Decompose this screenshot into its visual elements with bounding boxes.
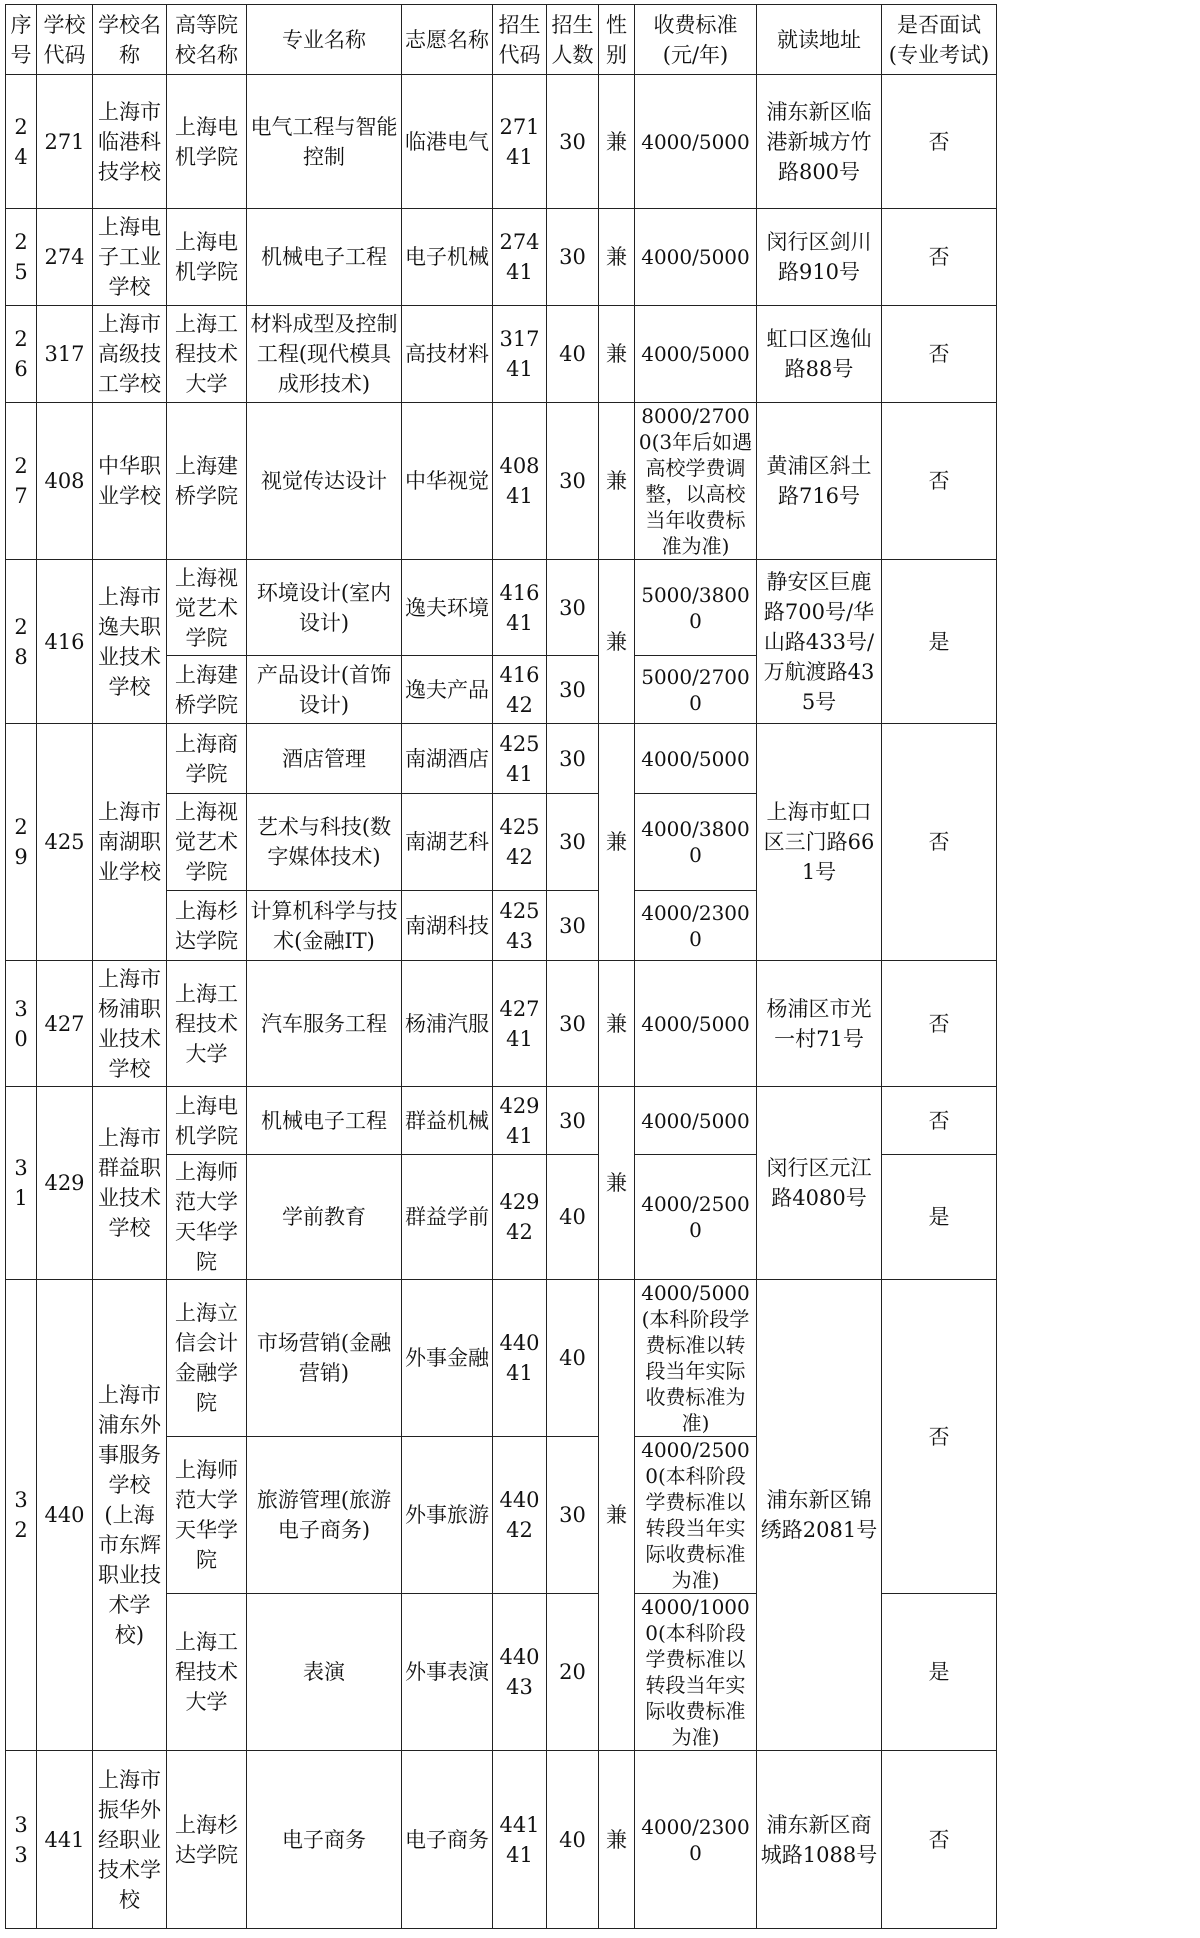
- seq-cell: 24: [6, 75, 37, 209]
- table-row: [6, 306, 997, 403]
- major-cell: 机械电子工程: [247, 209, 402, 306]
- fee-cell: 4000/25000(本科阶段学费标准以转段当年实际收费标准为准): [635, 1437, 757, 1594]
- major-cell: 电气工程与智能控制: [247, 75, 402, 209]
- interview-cell: 否: [882, 724, 997, 961]
- header-school-name: 学校名称: [93, 5, 167, 75]
- fee-cell: 5000/27000: [635, 656, 757, 724]
- address-cell: 闵行区剑川路910号: [757, 209, 882, 306]
- college-cell: 上海建桥学院: [167, 403, 247, 560]
- fee-cell: 4000/5000: [635, 209, 757, 306]
- seq-cell: 30: [6, 961, 37, 1087]
- college-cell: 上海工程技术大学: [167, 1594, 247, 1751]
- address-cell: 上海市虹口区三门路661号: [757, 724, 882, 961]
- major-cell: 艺术与科技(数字媒体技术): [247, 794, 402, 891]
- address-cell: 闵行区元江路4080号: [757, 1087, 882, 1280]
- enroll-code-cell: 41641: [493, 560, 547, 656]
- address-cell: 杨浦区市光一村71号: [757, 961, 882, 1087]
- major-cell: 旅游管理(旅游电子商务): [247, 1437, 402, 1594]
- wish-cell: 群益机械: [402, 1087, 493, 1155]
- major-cell: 表演: [247, 1594, 402, 1751]
- seq-cell: 33: [6, 1751, 37, 1929]
- gender-cell: 兼: [599, 209, 635, 306]
- gender-cell: 兼: [599, 75, 635, 209]
- address-cell: 浦东新区商城路1088号: [757, 1751, 882, 1929]
- wish-cell: 外事金融: [402, 1280, 493, 1437]
- fee-cell: 4000/5000: [635, 75, 757, 209]
- enroll-code-cell: 42942: [493, 1155, 547, 1280]
- enroll-code-cell: 27141: [493, 75, 547, 209]
- college-cell: 上海视觉艺术学院: [167, 794, 247, 891]
- enroll-code-cell: 40841: [493, 403, 547, 560]
- table-row: [6, 1087, 997, 1155]
- wish-cell: 外事旅游: [402, 1437, 493, 1594]
- table-row: [6, 1280, 997, 1437]
- school-name-cell: 上海市群益职业技术学校: [93, 1087, 167, 1280]
- header-seq: 序号: [6, 5, 37, 75]
- college-cell: 上海建桥学院: [167, 656, 247, 724]
- school-name-cell: 上海市浦东外事服务学校(上海市东辉职业技术学校): [93, 1280, 167, 1751]
- college-cell: 上海杉达学院: [167, 1751, 247, 1929]
- school-code-cell: 441: [37, 1751, 93, 1929]
- college-cell: 上海工程技术大学: [167, 961, 247, 1087]
- header-enroll-code: 招生代码: [493, 5, 547, 75]
- wish-cell: 逸夫环境: [402, 560, 493, 656]
- wish-cell: 逸夫产品: [402, 656, 493, 724]
- school-code-cell: 317: [37, 306, 93, 403]
- school-name-cell: 上海市杨浦职业技术学校: [93, 961, 167, 1087]
- fee-cell: 8000/27000(3年后如遇高校学费调整，以高校当年收费标准为准): [635, 403, 757, 560]
- major-cell: 机械电子工程: [247, 1087, 402, 1155]
- school-code-cell: 425: [37, 724, 93, 961]
- enroll-code-cell: 44043: [493, 1594, 547, 1751]
- college-cell: 上海电机学院: [167, 209, 247, 306]
- fee-cell: 4000/38000: [635, 794, 757, 891]
- enroll-count-cell: 30: [547, 724, 599, 794]
- address-cell: 虹口区逸仙路88号: [757, 306, 882, 403]
- major-cell: 学前教育: [247, 1155, 402, 1280]
- major-cell: 电子商务: [247, 1751, 402, 1929]
- school-name-cell: 上海电子工业学校: [93, 209, 167, 306]
- interview-cell: 否: [882, 306, 997, 403]
- gender-cell: 兼: [599, 1751, 635, 1929]
- school-name-cell: 中华职业学校: [93, 403, 167, 560]
- enroll-count-cell: 30: [547, 1087, 599, 1155]
- gender-cell: 兼: [599, 1087, 635, 1280]
- interview-cell: 否: [882, 209, 997, 306]
- fee-cell: 4000/25000: [635, 1155, 757, 1280]
- table-row: [6, 403, 997, 560]
- enroll-count-cell: 30: [547, 961, 599, 1087]
- major-cell: 市场营销(金融营销): [247, 1280, 402, 1437]
- enroll-count-cell: 30: [547, 1437, 599, 1594]
- header-school-code: 学校代码: [37, 5, 93, 75]
- seq-cell: 27: [6, 403, 37, 560]
- school-name-cell: 上海市南湖职业学校: [93, 724, 167, 961]
- college-cell: 上海立信会计金融学院: [167, 1280, 247, 1437]
- fee-cell: 4000/5000(本科阶段学费标准以转段当年实际收费标准为准): [635, 1280, 757, 1437]
- enroll-count-cell: 40: [547, 1155, 599, 1280]
- gender-cell: 兼: [599, 560, 635, 724]
- interview-cell: 否: [882, 1087, 997, 1155]
- seq-cell: 26: [6, 306, 37, 403]
- admissions-table: [5, 4, 997, 1929]
- school-code-cell: 427: [37, 961, 93, 1087]
- admissions-table-page: [5, 4, 997, 1929]
- major-cell: 材料成型及控制工程(现代模具成形技术): [247, 306, 402, 403]
- enroll-count-cell: 40: [547, 306, 599, 403]
- gender-cell: 兼: [599, 306, 635, 403]
- enroll-count-cell: 30: [547, 75, 599, 209]
- seq-cell: 29: [6, 724, 37, 961]
- address-cell: 浦东新区临港新城方竹路800号: [757, 75, 882, 209]
- wish-cell: 临港电气: [402, 75, 493, 209]
- enroll-count-cell: 30: [547, 403, 599, 560]
- college-cell: 上海工程技术大学: [167, 306, 247, 403]
- enroll-count-cell: 40: [547, 1751, 599, 1929]
- enroll-code-cell: 42543: [493, 891, 547, 961]
- enroll-count-cell: 20: [547, 1594, 599, 1751]
- interview-cell: 否: [882, 961, 997, 1087]
- fee-cell: 4000/5000: [635, 1087, 757, 1155]
- interview-cell: 是: [882, 1594, 997, 1751]
- header-enroll-count: 招生人数: [547, 5, 599, 75]
- seq-cell: 31: [6, 1087, 37, 1280]
- fee-cell: 4000/5000: [635, 961, 757, 1087]
- fee-cell: 4000/23000: [635, 1751, 757, 1929]
- enroll-count-cell: 30: [547, 560, 599, 656]
- school-code-cell: 440: [37, 1280, 93, 1751]
- wish-cell: 外事表演: [402, 1594, 493, 1751]
- enroll-code-cell: 42741: [493, 961, 547, 1087]
- major-cell: 产品设计(首饰设计): [247, 656, 402, 724]
- gender-cell: 兼: [599, 724, 635, 961]
- header-gender: 性别: [599, 5, 635, 75]
- college-cell: 上海商学院: [167, 724, 247, 794]
- table-row: [6, 560, 997, 656]
- fee-cell: 4000/10000(本科阶段学费标准以转段当年实际收费标准为准): [635, 1594, 757, 1751]
- wish-cell: 高技材料: [402, 306, 493, 403]
- enroll-code-cell: 42941: [493, 1087, 547, 1155]
- header-interview: 是否面试(专业考试): [882, 5, 997, 75]
- college-cell: 上海电机学院: [167, 75, 247, 209]
- college-cell: 上海师范大学天华学院: [167, 1437, 247, 1594]
- college-cell: 上海杉达学院: [167, 891, 247, 961]
- school-code-cell: 408: [37, 403, 93, 560]
- enroll-count-cell: 30: [547, 891, 599, 961]
- wish-cell: 南湖酒店: [402, 724, 493, 794]
- table-row: [6, 724, 997, 794]
- enroll-code-cell: 44042: [493, 1437, 547, 1594]
- enroll-count-cell: 30: [547, 794, 599, 891]
- seq-cell: 32: [6, 1280, 37, 1751]
- address-cell: 黄浦区斜土路716号: [757, 403, 882, 560]
- address-cell: 静安区巨鹿路700号/华山路433号/万航渡路435号: [757, 560, 882, 724]
- seq-cell: 25: [6, 209, 37, 306]
- wish-cell: 南湖科技: [402, 891, 493, 961]
- enroll-code-cell: 42542: [493, 794, 547, 891]
- table-row: [6, 209, 997, 306]
- wish-cell: 杨浦汽服: [402, 961, 493, 1087]
- wish-cell: 南湖艺科: [402, 794, 493, 891]
- school-name-cell: 上海市逸夫职业技术学校: [93, 560, 167, 724]
- interview-cell: 是: [882, 1155, 997, 1280]
- interview-cell: 是: [882, 560, 997, 724]
- enroll-count-cell: 30: [547, 656, 599, 724]
- wish-cell: 电子商务: [402, 1751, 493, 1929]
- college-cell: 上海视觉艺术学院: [167, 560, 247, 656]
- enroll-code-cell: 31741: [493, 306, 547, 403]
- enroll-code-cell: 44041: [493, 1280, 547, 1437]
- major-cell: 汽车服务工程: [247, 961, 402, 1087]
- interview-cell: 否: [882, 75, 997, 209]
- school-code-cell: 429: [37, 1087, 93, 1280]
- school-name-cell: 上海市振华外经职业技术学校: [93, 1751, 167, 1929]
- gender-cell: 兼: [599, 403, 635, 560]
- enroll-count-cell: 30: [547, 209, 599, 306]
- school-code-cell: 416: [37, 560, 93, 724]
- fee-cell: 4000/5000: [635, 724, 757, 794]
- gender-cell: 兼: [599, 961, 635, 1087]
- enroll-code-cell: 41642: [493, 656, 547, 724]
- school-code-cell: 274: [37, 209, 93, 306]
- college-cell: 上海电机学院: [167, 1087, 247, 1155]
- school-name-cell: 上海市临港科技学校: [93, 75, 167, 209]
- major-cell: 酒店管理: [247, 724, 402, 794]
- table-row: [6, 75, 997, 209]
- major-cell: 环境设计(室内设计): [247, 560, 402, 656]
- seq-cell: 28: [6, 560, 37, 724]
- table-row: [6, 1751, 997, 1929]
- header-row: [6, 5, 997, 75]
- college-cell: 上海师范大学天华学院: [167, 1155, 247, 1280]
- wish-cell: 群益学前: [402, 1155, 493, 1280]
- header-wish: 志愿名称: [402, 5, 493, 75]
- interview-cell: 否: [882, 1751, 997, 1929]
- header-fee: 收费标准(元/年): [635, 5, 757, 75]
- enroll-code-cell: 42541: [493, 724, 547, 794]
- interview-cell: 否: [882, 1280, 997, 1594]
- major-cell: 视觉传达设计: [247, 403, 402, 560]
- table-row: [6, 961, 997, 1087]
- header-college: 高等院校名称: [167, 5, 247, 75]
- wish-cell: 电子机械: [402, 209, 493, 306]
- enroll-count-cell: 40: [547, 1280, 599, 1437]
- wish-cell: 中华视觉: [402, 403, 493, 560]
- address-cell: 浦东新区锦绣路2081号: [757, 1280, 882, 1751]
- header-address: 就读地址: [757, 5, 882, 75]
- enroll-code-cell: 27441: [493, 209, 547, 306]
- header-major: 专业名称: [247, 5, 402, 75]
- fee-cell: 4000/5000: [635, 306, 757, 403]
- interview-cell: 否: [882, 403, 997, 560]
- fee-cell: 4000/23000: [635, 891, 757, 961]
- fee-cell: 5000/38000: [635, 560, 757, 656]
- enroll-code-cell: 44141: [493, 1751, 547, 1929]
- school-name-cell: 上海市高级技工学校: [93, 306, 167, 403]
- major-cell: 计算机科学与技术(金融IT): [247, 891, 402, 961]
- gender-cell: 兼: [599, 1280, 635, 1751]
- school-code-cell: 271: [37, 75, 93, 209]
